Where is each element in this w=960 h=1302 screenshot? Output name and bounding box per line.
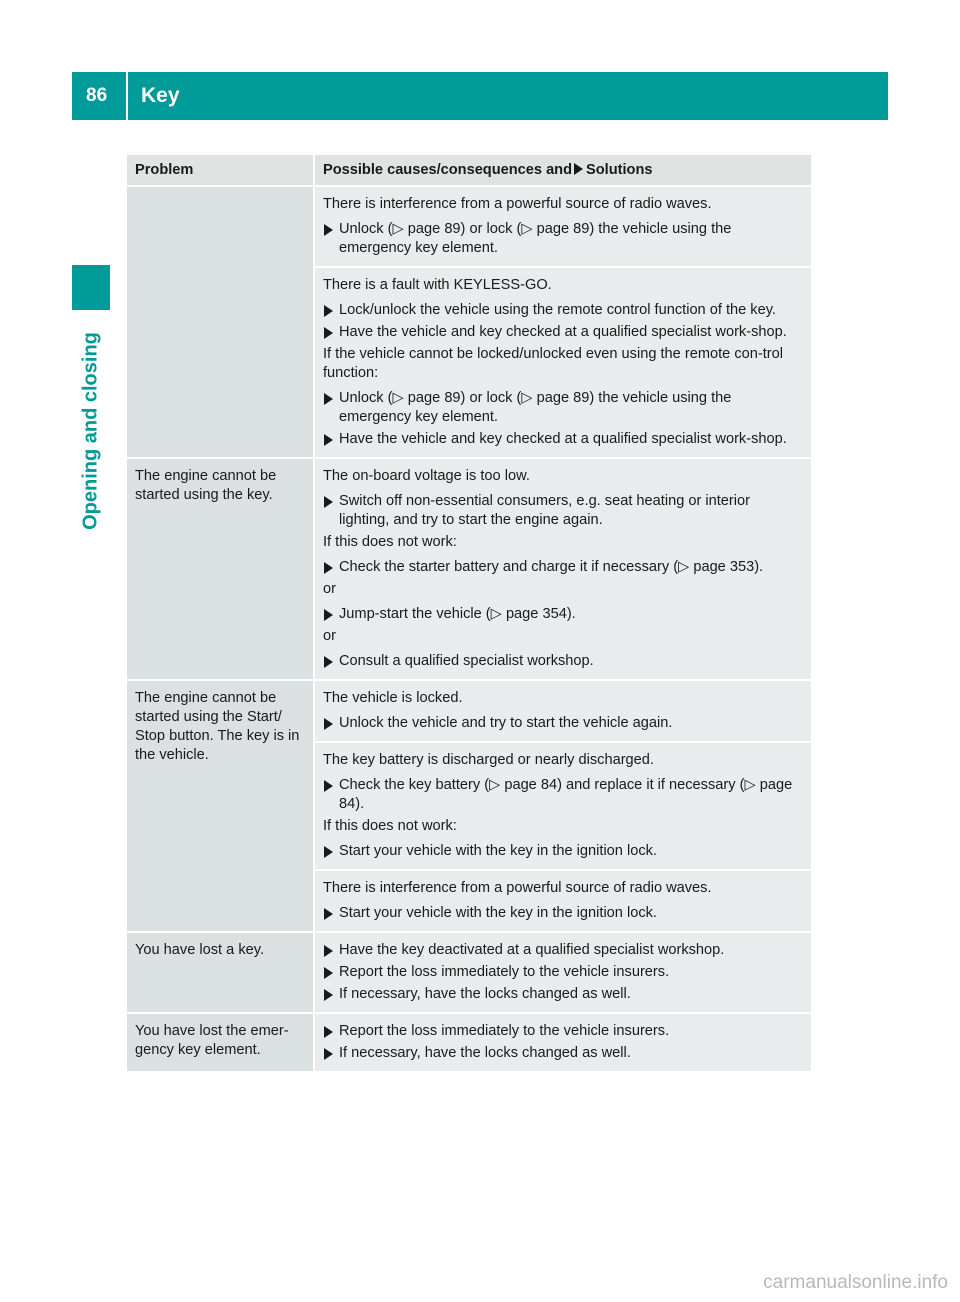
solution-step xyxy=(323,842,803,861)
solution-step xyxy=(323,301,803,320)
arrow-icon xyxy=(324,945,333,957)
page-number: 86 xyxy=(72,72,126,120)
arrow-icon xyxy=(324,609,333,621)
solution-step-text: Unlock (▷ page 89) or lock (▷ page 89) the vehicle using the emergency key element. xyxy=(339,221,732,256)
solution-step-text: If necessary, have the locks changed as well. xyxy=(339,986,631,1002)
solution-step xyxy=(323,1022,803,1041)
arrow-icon xyxy=(324,393,333,405)
solution-step-text: Have the key deactivated at a qualified specialist workshop. xyxy=(339,942,725,958)
cause-text: The key battery is discharged or nearly discharged. xyxy=(323,752,654,768)
solution-cell xyxy=(314,186,811,267)
problem-cell: You have lost a key. xyxy=(127,932,314,1013)
solution-step-text: Report the loss immediately to the vehicle insurers. xyxy=(339,964,670,980)
chapter-label-text: Opening and closing xyxy=(79,332,102,530)
table-row xyxy=(127,1013,811,1071)
solution-step xyxy=(323,605,803,624)
solution-step xyxy=(323,430,803,449)
arrow-icon xyxy=(324,434,333,446)
cause-text: or xyxy=(323,581,336,597)
solution-step-text: Have the vehicle and key checked at a qualified specialist work-shop. xyxy=(339,431,787,447)
cause-text: The vehicle is locked. xyxy=(323,690,463,706)
cause-text: The on-board voltage is too low. xyxy=(323,468,530,484)
arrow-icon xyxy=(574,163,583,175)
arrow-icon xyxy=(324,846,333,858)
table-row xyxy=(127,680,811,742)
table-header-row xyxy=(127,155,811,186)
solution-step xyxy=(323,1044,803,1063)
solution-step-text: Have the vehicle and key checked at a qualified specialist work-shop. xyxy=(339,324,787,340)
solution-step xyxy=(323,323,803,342)
solution-cell xyxy=(314,932,811,1013)
solution-cell xyxy=(314,680,811,742)
solution-step-text: Start your vehicle with the key in the ignition lock. xyxy=(339,843,657,859)
solution-step xyxy=(323,558,803,577)
solution-step-text: Unlock the vehicle and try to start the vehicle again. xyxy=(339,715,673,731)
table-row xyxy=(127,186,811,267)
header-solutions-prefix: Possible causes/consequences and xyxy=(323,162,573,178)
table-row xyxy=(127,458,811,680)
solution-step xyxy=(323,776,803,814)
arrow-icon xyxy=(324,224,333,236)
problem-cell: The engine cannot be started using the Start/ Stop button. The key is in the vehicle. xyxy=(127,680,314,932)
solution-cell xyxy=(314,870,811,932)
solution-cell xyxy=(314,458,811,680)
cause-text: If this does not work: xyxy=(323,818,457,834)
troubleshooting-table xyxy=(127,155,811,1071)
section-title: Key xyxy=(128,72,888,120)
arrow-icon xyxy=(324,908,333,920)
solution-step xyxy=(323,963,803,982)
chapter-tab-marker xyxy=(72,265,110,310)
header-solutions-suffix: Solutions xyxy=(586,162,653,178)
solution-step-text: Consult a qualified specialist workshop. xyxy=(339,653,594,669)
solution-cell xyxy=(314,742,811,870)
solution-step-text: Check the key battery (▷ page 84) and replace it if necessary (▷ page 84). xyxy=(339,777,793,812)
solution-step xyxy=(323,985,803,1004)
solution-step xyxy=(323,389,803,427)
solution-step xyxy=(323,904,803,923)
solution-step-text: Jump-start the vehicle (▷ page 354). xyxy=(339,606,576,622)
arrow-icon xyxy=(324,967,333,979)
cause-text: There is interference from a powerful source of radio waves. xyxy=(323,880,712,896)
arrow-icon xyxy=(324,1048,333,1060)
solution-step xyxy=(323,220,803,258)
solution-step xyxy=(323,492,803,530)
arrow-icon xyxy=(324,718,333,730)
header-solutions xyxy=(314,155,811,186)
cause-text: There is a fault with KEYLESS-GO. xyxy=(323,277,552,293)
header-problem: Problem xyxy=(127,155,314,186)
chapter-label xyxy=(72,315,110,547)
solution-step xyxy=(323,652,803,671)
arrow-icon xyxy=(324,989,333,1001)
problem-cell xyxy=(127,186,314,458)
solution-cell xyxy=(314,267,811,458)
arrow-icon xyxy=(324,1026,333,1038)
problem-cell: You have lost the emer-gency key element. xyxy=(127,1013,314,1071)
problem-cell: The engine cannot be started using the key. xyxy=(127,458,314,680)
solution-step-text: Unlock (▷ page 89) or lock (▷ page 89) the vehicle using the emergency key element. xyxy=(339,390,732,425)
solution-step-text: Start your vehicle with the key in the ignition lock. xyxy=(339,905,657,921)
solution-step-text: Switch off non-essential consumers, e.g. seat heating or interior lighting, and try to start the engine again. xyxy=(339,493,751,528)
table-row xyxy=(127,932,811,1013)
solution-step-text: Lock/unlock the vehicle using the remote control function of the key. xyxy=(339,302,776,318)
solution-step-text: Report the loss immediately to the vehicle insurers. xyxy=(339,1023,670,1039)
solution-cell xyxy=(314,1013,811,1071)
arrow-icon xyxy=(324,327,333,339)
arrow-icon xyxy=(324,562,333,574)
solution-step xyxy=(323,941,803,960)
table-body xyxy=(127,186,811,1071)
cause-text: or xyxy=(323,628,336,644)
cause-text: If this does not work: xyxy=(323,534,457,550)
arrow-icon xyxy=(324,305,333,317)
solution-step-text: If necessary, have the locks changed as well. xyxy=(339,1045,631,1061)
arrow-icon xyxy=(324,496,333,508)
watermark: carmanualsonline.info xyxy=(763,1272,948,1293)
solution-step-text: Check the starter battery and charge it if necessary (▷ page 353). xyxy=(339,559,764,575)
solution-step xyxy=(323,714,803,733)
cause-text: If the vehicle cannot be locked/unlocked even using the remote con-trol function: xyxy=(323,346,783,381)
cause-text: There is interference from a powerful source of radio waves. xyxy=(323,196,712,212)
arrow-icon xyxy=(324,780,333,792)
arrow-icon xyxy=(324,656,333,668)
